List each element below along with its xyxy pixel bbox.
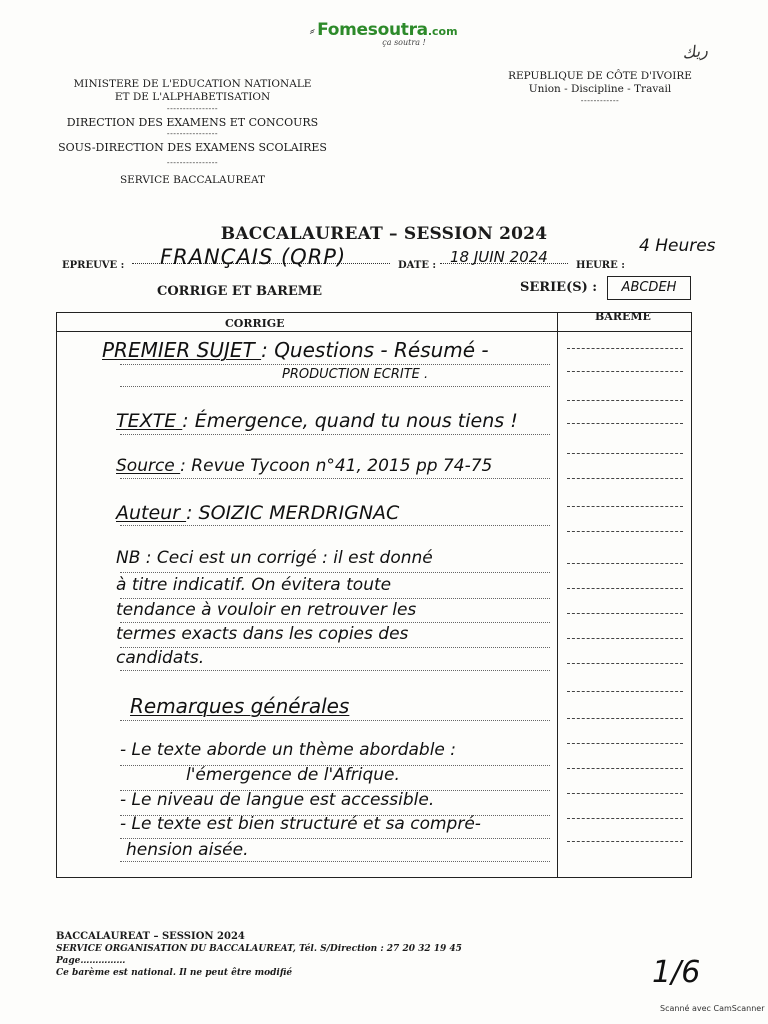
logo-suffix: .com — [427, 25, 458, 38]
production-ecrite-line: PRODUCTION ECRITE . — [282, 367, 429, 382]
sub-direction-line: SOUS-DIRECTION DES EXAMENS SCOLAIRES — [58, 141, 327, 154]
remarque-1: - Le texte aborde un thème abordable : — [120, 740, 457, 760]
separator: ------------ — [580, 96, 620, 105]
remarque-3: - Le texte est bien structuré et sa compré- — [120, 814, 481, 834]
nb-line-2: à titre indicatif. On évitera toute — [116, 575, 392, 595]
separator: ---------------- — [166, 104, 219, 113]
footer-notice: Ce barème est national. Il ne peut être modifié — [56, 968, 293, 978]
republic-header — [495, 70, 705, 106]
page-title: BACCALAUREAT – SESSION 2024 — [220, 224, 548, 244]
page-footer — [56, 931, 462, 979]
remarques-heading: Remarques générales — [130, 694, 350, 718]
direction-line: DIRECTION DES EXAMENS ET CONCOURS — [66, 116, 319, 129]
texte-line: TEXTE : Émergence, quand tu nous tiens ! — [116, 410, 518, 432]
motto-line: Union - Discipline - Travail — [528, 83, 672, 95]
fomesoutra-logo — [0, 20, 768, 47]
serie-value: ABCDEH — [607, 276, 691, 300]
ministry-line-2: ET DE L'ALPHABETISATION — [114, 91, 271, 103]
footer-service: SERVICE ORGANISATION DU BACCALAUREAT, Tél. S/Direction : 27 20 32 19 45 — [56, 944, 462, 954]
runner-icon: ⸗ — [308, 23, 318, 39]
separator: ---------------- — [166, 129, 219, 138]
epreuve-label: EPREUVE : — [62, 260, 125, 271]
remarque-3-cont: hension aisée. — [126, 840, 249, 860]
auteur-line: Auteur : SOIZIC MERDRIGNAC — [116, 502, 400, 524]
nb-line-1: NB : Ceci est un corrigé : il est donné — [116, 548, 433, 568]
logo-tagline: ça soutra ! — [382, 38, 426, 47]
ministry-line-1: MINISTERE DE L'EDUCATION NATIONALE — [73, 78, 312, 90]
nb-line-3: tendance à vouloir en retrouver les — [116, 600, 417, 620]
epreuve-value: FRANÇAIS (QRP) — [160, 245, 347, 269]
ministry-header — [50, 78, 335, 187]
remarque-1-cont: l'émergence de l'Afrique. — [186, 765, 400, 785]
page-number: 1/6 — [652, 955, 701, 990]
service-line: SERVICE BACCALAUREAT — [119, 174, 266, 186]
corrige-bareme-label: CORRIGE ET BAREME — [157, 284, 323, 299]
column-header-bareme: BAREME — [595, 310, 651, 323]
serie-label: SERIE(S) : — [520, 280, 598, 295]
heure-value: 4 Heures — [639, 236, 716, 256]
scanner-watermark: Scanné avec CamScanner — [660, 1004, 765, 1013]
nb-line-4: termes exacts dans les copies des — [116, 624, 409, 644]
heure-label: HEURE : — [576, 260, 625, 271]
remarque-2: - Le niveau de langue est accessible. — [120, 790, 435, 810]
country-line: REPUBLIQUE DE CÔTE D'IVOIRE — [508, 70, 692, 82]
separator: ---------------- — [166, 158, 219, 167]
nb-line-5: candidats. — [116, 648, 205, 668]
footer-page: Page…………… — [56, 956, 126, 966]
handwritten-signature: ريك — [680, 40, 709, 63]
premier-sujet-line: PREMIER SUJET : Questions - Résumé - — [102, 338, 489, 362]
logo-name: Fomesoutra — [317, 20, 428, 40]
date-label: DATE : — [398, 260, 437, 271]
footer-title: BACCALAUREAT – SESSION 2024 — [56, 931, 245, 942]
source-line: Source : Revue Tycoon n°41, 2015 pp 74-75 — [116, 456, 493, 476]
date-value: 18 JUIN 2024 — [450, 248, 548, 266]
column-header-corrige: CORRIGE — [225, 317, 285, 330]
